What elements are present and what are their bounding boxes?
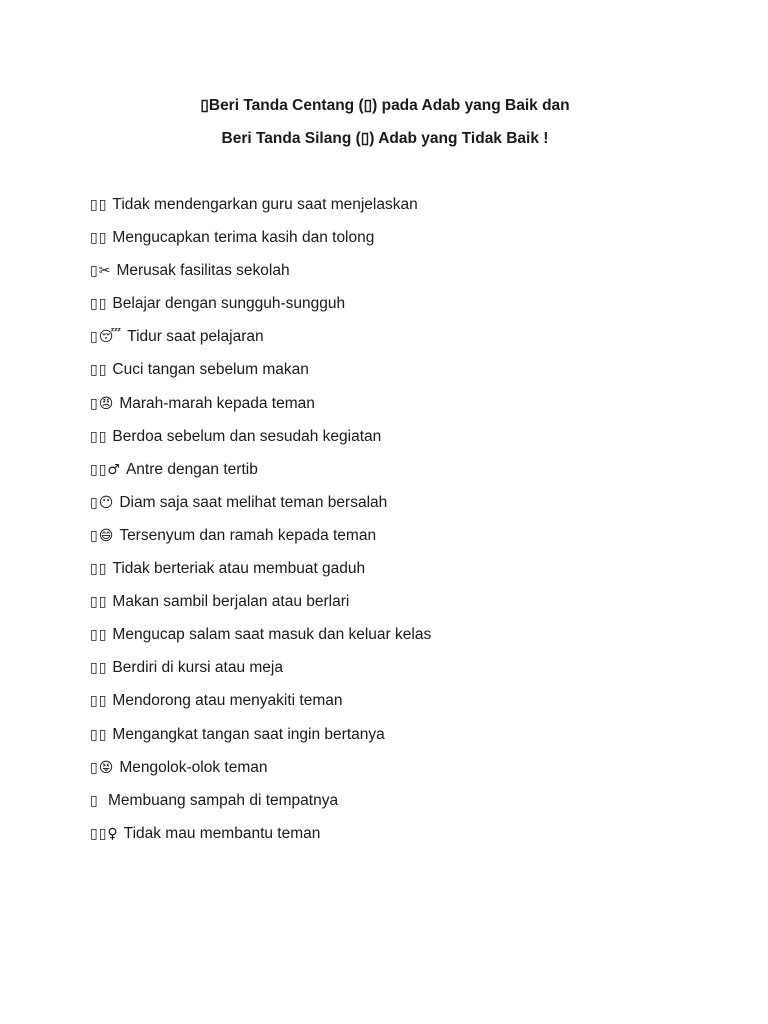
list-item: [90, 817, 730, 850]
answer-mark-icon: ▯▯: [90, 693, 108, 710]
answer-mark-icon: ▯▯: [90, 197, 108, 213]
list-item: [90, 684, 730, 717]
list-item: [90, 221, 730, 254]
behavior-statement: Mengucapkan terima kasih dan tolong: [112, 229, 375, 247]
behavior-statement: Tidak mau membantu teman: [123, 824, 321, 842]
behavior-statement: Membuang sampah di tempatnya: [103, 791, 339, 809]
list-item: [90, 784, 730, 817]
title-line-1: ▯Beri Tanda Centang (▯) pada Adab yang Baik dan: [200, 97, 570, 114]
list-item: [90, 353, 730, 386]
list-item: [90, 287, 730, 320]
answer-mark-icon: ▯▯: [90, 362, 108, 379]
answer-mark-icon: ▯😶: [90, 494, 115, 511]
list-item: [90, 486, 730, 519]
list-item: [90, 618, 730, 651]
instruction-title: [0, 89, 768, 155]
list-item: [90, 718, 730, 751]
list-item: [90, 519, 730, 552]
answer-mark-icon: ▯▯: [90, 627, 108, 644]
behavior-statement: Mengangkat tangan saat ingin bertanya: [112, 725, 385, 743]
answer-mark-icon: ▯▯: [90, 726, 108, 743]
title-line-2: Beri Tanda Silang (▯) Adab yang Tidak Baik !: [221, 130, 549, 147]
behavior-statement: Tidak mendengarkan guru saat menjelaskan: [112, 196, 418, 213]
answer-mark-icon: ▯▯: [90, 296, 108, 313]
behavior-statement: Cuci tangan sebelum makan: [112, 361, 309, 379]
list-item: [90, 387, 730, 420]
list-item: [90, 420, 730, 453]
answer-mark-icon: ▯▯: [90, 660, 108, 677]
behavior-statement: Mengolok-olok teman: [119, 758, 268, 776]
behavior-statement: Mendorong atau menyakiti teman: [112, 692, 343, 710]
behavior-statement: Berdiri di kursi atau meja: [112, 659, 283, 677]
list-item: [90, 651, 730, 684]
answer-mark-icon: ▯▯♀: [90, 825, 119, 842]
answer-mark-icon: ▯😴: [90, 329, 123, 346]
behavior-statement: Berdoa sebelum dan sesudah kegiatan: [112, 427, 382, 445]
answer-mark-icon: ▯✂: [90, 263, 112, 280]
answer-mark-icon: ▯😄: [90, 527, 115, 544]
answer-mark-icon: ▯▯: [90, 561, 108, 578]
answer-mark-icon: ▯▯♂: [90, 461, 121, 478]
answer-mark-icon: ▯: [90, 792, 99, 809]
behavior-statement: Antre dengan tertib: [125, 460, 258, 478]
behavior-list: [90, 188, 730, 850]
list-item: [90, 751, 730, 784]
answer-mark-icon: ▯😝: [90, 759, 115, 776]
answer-mark-icon: ▯▯: [90, 428, 108, 445]
list-item: [90, 585, 730, 618]
behavior-statement: Belajar dengan sungguh-sungguh: [112, 295, 346, 313]
answer-mark-icon: ▯😠: [90, 395, 115, 412]
behavior-statement: Tersenyum dan ramah kepada teman: [119, 526, 377, 544]
answer-mark-icon: ▯▯: [90, 594, 108, 611]
behavior-statement: Marah-marah kepada teman: [119, 394, 315, 412]
list-item: [90, 453, 730, 486]
behavior-statement: Tidur saat pelajaran: [127, 328, 264, 346]
list-item: [90, 552, 730, 585]
behavior-statement: Makan sambil berjalan atau berlari: [112, 593, 350, 611]
behavior-statement: Diam saja saat melihat teman bersalah: [119, 493, 388, 511]
list-item: [90, 320, 730, 353]
answer-mark-icon: ▯▯: [90, 230, 108, 247]
list-item: [90, 254, 730, 287]
list-item: [90, 188, 730, 221]
behavior-statement: Mengucap salam saat masuk dan keluar kelas: [112, 626, 432, 644]
behavior-statement: Merusak fasilitas sekolah: [116, 262, 290, 280]
behavior-statement: Tidak berteriak atau membuat gaduh: [112, 560, 366, 578]
